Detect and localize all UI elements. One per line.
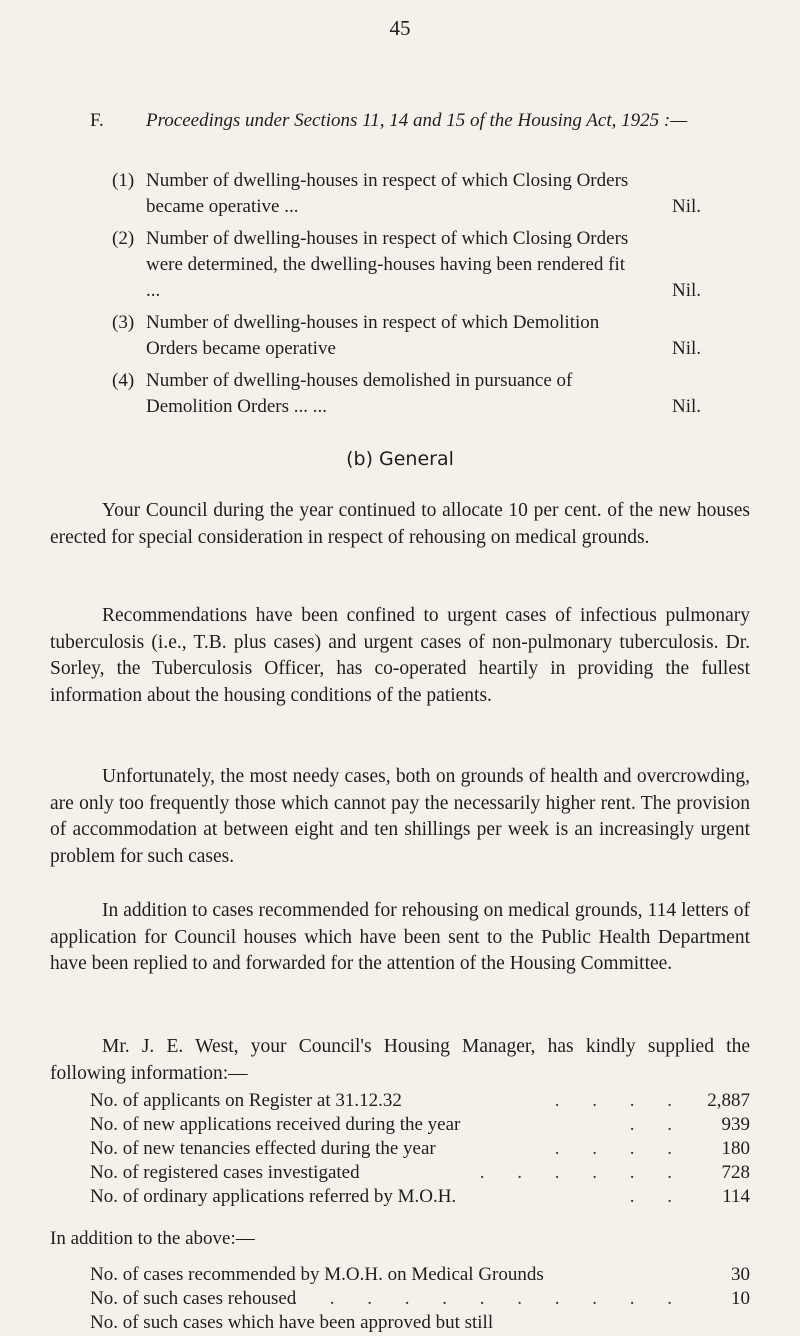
addition-intro: In addition to the above:— [50, 1228, 255, 1249]
paragraph: Mr. J. E. West, your Council's Housing Manager, has kindly supplied the following information:— [50, 1036, 750, 1084]
stat-label: No. of new applications received during the year [90, 1114, 461, 1135]
leader-dots: . . [629, 1114, 686, 1135]
subheading-general: (b) General [346, 448, 454, 470]
paragraph: Recommendations have been confined to urgent cases of infectious pulmonary tuberculosis (i.e., T.B. plus cases) and urgent cases of non-pulmonary tuberculosis. Dr. Sorley, the Tuberculosis Officer, has co-operated heartily in providing the fullest information about the housing conditions of the patients. [50, 605, 750, 706]
item-number: (1) [112, 170, 135, 191]
item-value: Nil. [672, 280, 702, 301]
item-text: Number of dwelling-houses in respect of which Closing Orders were determined, the dwelling-houses having been rendered fit ... [146, 228, 629, 301]
paragraph: In addition to cases recommended for rehousing on medical grounds, 114 letters of application for Council houses which have been sent to the Public Health Department have been replied to and forwarded for the attention of the Housing Committee. [50, 900, 750, 974]
stat-label: No. of applicants on Register at 31.12.32 [90, 1090, 402, 1111]
leader-dots: . . . . . . [479, 1162, 686, 1183]
leader-dots: . . . . [554, 1090, 686, 1111]
stat-value: 728 [721, 1162, 750, 1183]
stat-label: No. of such cases which have been approved but still [90, 1312, 494, 1333]
item-value: Nil. [672, 396, 702, 417]
stat-label: No. of cases recommended by M.O.H. on Medical Grounds [90, 1264, 544, 1285]
paragraph: Unfortunately, the most needy cases, both on grounds of health and overcrowding, are only too frequently those which cannot pay the necessarily higher rent. The provision of accommodation at between eight and ten shillings per week is an increasingly urgent problem for such cases. [50, 766, 750, 867]
item-text: Number of dwelling-houses in respect of which Closing Orders became operative ... [146, 170, 629, 217]
paragraph: Your Council during the year continued to allocate 10 per cent. of the new houses erected for special consideration in respect of rehousing on medical grounds. [50, 500, 750, 548]
stat-value: 180 [721, 1138, 750, 1159]
item-text: Number of dwelling-houses in respect of which Demolition Orders became operative [146, 312, 600, 359]
stat-value: 2,887 [707, 1090, 750, 1111]
item-value: Nil. [672, 338, 702, 359]
section-letter: F. [90, 110, 104, 131]
item-number: (3) [112, 312, 135, 333]
leader-dots: . . [629, 1186, 686, 1207]
stat-value: 114 [722, 1186, 750, 1207]
stat-value: 10 [731, 1288, 750, 1309]
leader-dots: . . . . [554, 1138, 686, 1159]
stat-label: No. of such cases rehoused [90, 1288, 297, 1309]
leader-dots: . . . . . . . . . . . [292, 1288, 686, 1309]
item-number: (4) [112, 370, 135, 391]
stat-value: 939 [721, 1114, 750, 1135]
page-number: 45 [389, 16, 411, 40]
stat-label: No. of new tenancies effected during the year [90, 1138, 436, 1159]
stat-value: 30 [731, 1264, 750, 1285]
item-text: Number of dwelling-houses demolished in pursuance of Demolition Orders ... ... [146, 370, 573, 417]
item-number: (2) [112, 228, 135, 249]
item-value: Nil. [672, 196, 702, 217]
stat-label: No. of ordinary applications referred by M.O.H. [90, 1186, 457, 1207]
stat-label: No. of registered cases investigated [90, 1162, 360, 1183]
section-title: Proceedings under Sections 11, 14 and 15 of the Housing Act, 1925 :— [146, 110, 688, 131]
